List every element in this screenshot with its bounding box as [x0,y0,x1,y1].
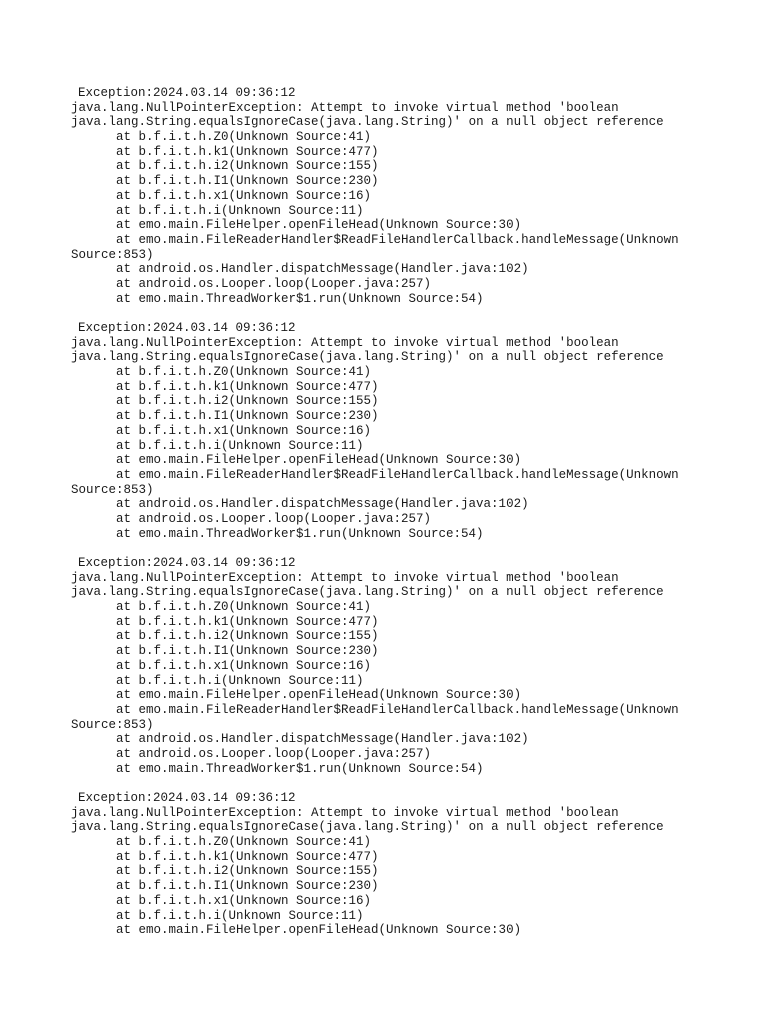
stack-frame-line: at b.f.i.t.h.i2(Unknown Source:155) [116,864,379,879]
exception-block [71,556,761,776]
stack-frame-line: at b.f.i.t.h.x1(Unknown Source:16) [116,658,372,673]
stack-frame-line: Source:853) [71,717,154,732]
exception-message-line: java.lang.String.equalsIgnoreCase(java.lang.String)' on a null object reference [71,115,664,130]
stack-frame-line: at b.f.i.t.h.i(Unknown Source:11) [116,438,364,453]
stack-frame-line: at b.f.i.t.h.I1(Unknown Source:230) [116,409,379,424]
exception-timestamp: Exception:2024.03.14 09:36:12 [78,86,296,100]
exception-message-line: java.lang.String.equalsIgnoreCase(java.lang.String)' on a null object reference [71,350,664,365]
stack-frame-line: at b.f.i.t.h.i2(Unknown Source:155) [116,394,379,409]
stack-frame-line: at b.f.i.t.h.i(Unknown Source:11) [116,673,364,688]
stack-frame-line: at b.f.i.t.h.i2(Unknown Source:155) [116,629,379,644]
stack-frame-line: at emo.main.FileHelper.openFileHead(Unknown Source:30) [116,218,522,233]
stack-frame-line: at emo.main.ThreadWorker$1.run(Unknown Source:54) [116,526,484,541]
exception-block [71,86,761,306]
exception-timestamp: Exception:2024.03.14 09:36:12 [78,791,296,805]
stack-frame-line: at b.f.i.t.h.i(Unknown Source:11) [116,203,364,218]
stack-frame-line: at emo.main.FileHelper.openFileHead(Unknown Source:30) [116,688,522,703]
stack-frame-line: at b.f.i.t.h.k1(Unknown Source:477) [116,379,379,394]
stack-frame-line: at emo.main.ThreadWorker$1.run(Unknown Source:54) [116,761,484,776]
stack-frame-line: at android.os.Looper.loop(Looper.java:257) [116,746,432,761]
stack-frame-line: Source:853) [71,247,154,262]
stack-frame-line: at b.f.i.t.h.x1(Unknown Source:16) [116,188,372,203]
stack-frame-line: at android.os.Looper.loop(Looper.java:257) [116,276,432,291]
stack-frame-line: at emo.main.FileReaderHandler$ReadFileHandlerCallback.handleMessage(Unknown [116,467,679,482]
stack-frame-line: Source:853) [71,482,154,497]
stack-frame-line: at emo.main.FileHelper.openFileHead(Unknown Source:30) [116,923,522,938]
exception-message-line: java.lang.NullPointerException: Attempt to invoke virtual method 'boolean [71,805,619,820]
exception-message-line: java.lang.NullPointerException: Attempt to invoke virtual method 'boolean [71,335,619,350]
exception-timestamp: Exception:2024.03.14 09:36:12 [78,556,296,570]
exception-message-line: java.lang.String.equalsIgnoreCase(java.lang.String)' on a null object reference [71,820,664,835]
stack-frame-line: at b.f.i.t.h.I1(Unknown Source:230) [116,174,379,189]
stack-frame-line: at android.os.Handler.dispatchMessage(Handler.java:102) [116,262,529,277]
stack-frame-line: at b.f.i.t.h.i(Unknown Source:11) [116,908,364,923]
stack-frame-line: at android.os.Looper.loop(Looper.java:257) [116,511,432,526]
exception-block [71,321,761,541]
stack-frame-line: at b.f.i.t.h.k1(Unknown Source:477) [116,614,379,629]
exception-block [71,791,761,938]
stack-frame-line: at emo.main.FileHelper.openFileHead(Unknown Source:30) [116,453,522,468]
stack-frame-line: at emo.main.FileReaderHandler$ReadFileHandlerCallback.handleMessage(Unknown [116,702,679,717]
stack-frame-line: at b.f.i.t.h.Z0(Unknown Source:41) [116,600,372,615]
stack-frame-line: at b.f.i.t.h.x1(Unknown Source:16) [116,893,372,908]
stack-frame-line: at b.f.i.t.h.I1(Unknown Source:230) [116,644,379,659]
exception-timestamp: Exception:2024.03.14 09:36:12 [78,321,296,335]
exception-message-line: java.lang.NullPointerException: Attempt to invoke virtual method 'boolean [71,570,619,585]
stack-frame-line: at b.f.i.t.h.Z0(Unknown Source:41) [116,835,372,850]
stack-frame-line: at b.f.i.t.h.k1(Unknown Source:477) [116,849,379,864]
stack-frame-line: at b.f.i.t.h.I1(Unknown Source:230) [116,879,379,894]
stack-frame-line: at android.os.Handler.dispatchMessage(Handler.java:102) [116,732,529,747]
stack-frame-line: at b.f.i.t.h.i2(Unknown Source:155) [116,159,379,174]
exception-message-line: java.lang.String.equalsIgnoreCase(java.lang.String)' on a null object reference [71,585,664,600]
stack-frame-line: at emo.main.ThreadWorker$1.run(Unknown Source:54) [116,291,484,306]
exception-message-line: java.lang.NullPointerException: Attempt to invoke virtual method 'boolean [71,100,619,115]
stack-frame-line: at b.f.i.t.h.k1(Unknown Source:477) [116,144,379,159]
stack-frame-line: at emo.main.FileReaderHandler$ReadFileHandlerCallback.handleMessage(Unknown [116,232,679,247]
stack-frame-line: at b.f.i.t.h.x1(Unknown Source:16) [116,423,372,438]
stack-frame-line: at android.os.Handler.dispatchMessage(Handler.java:102) [116,497,529,512]
stack-frame-line: at b.f.i.t.h.Z0(Unknown Source:41) [116,130,372,145]
stack-frame-line: at b.f.i.t.h.Z0(Unknown Source:41) [116,365,372,380]
log-document [71,86,761,953]
